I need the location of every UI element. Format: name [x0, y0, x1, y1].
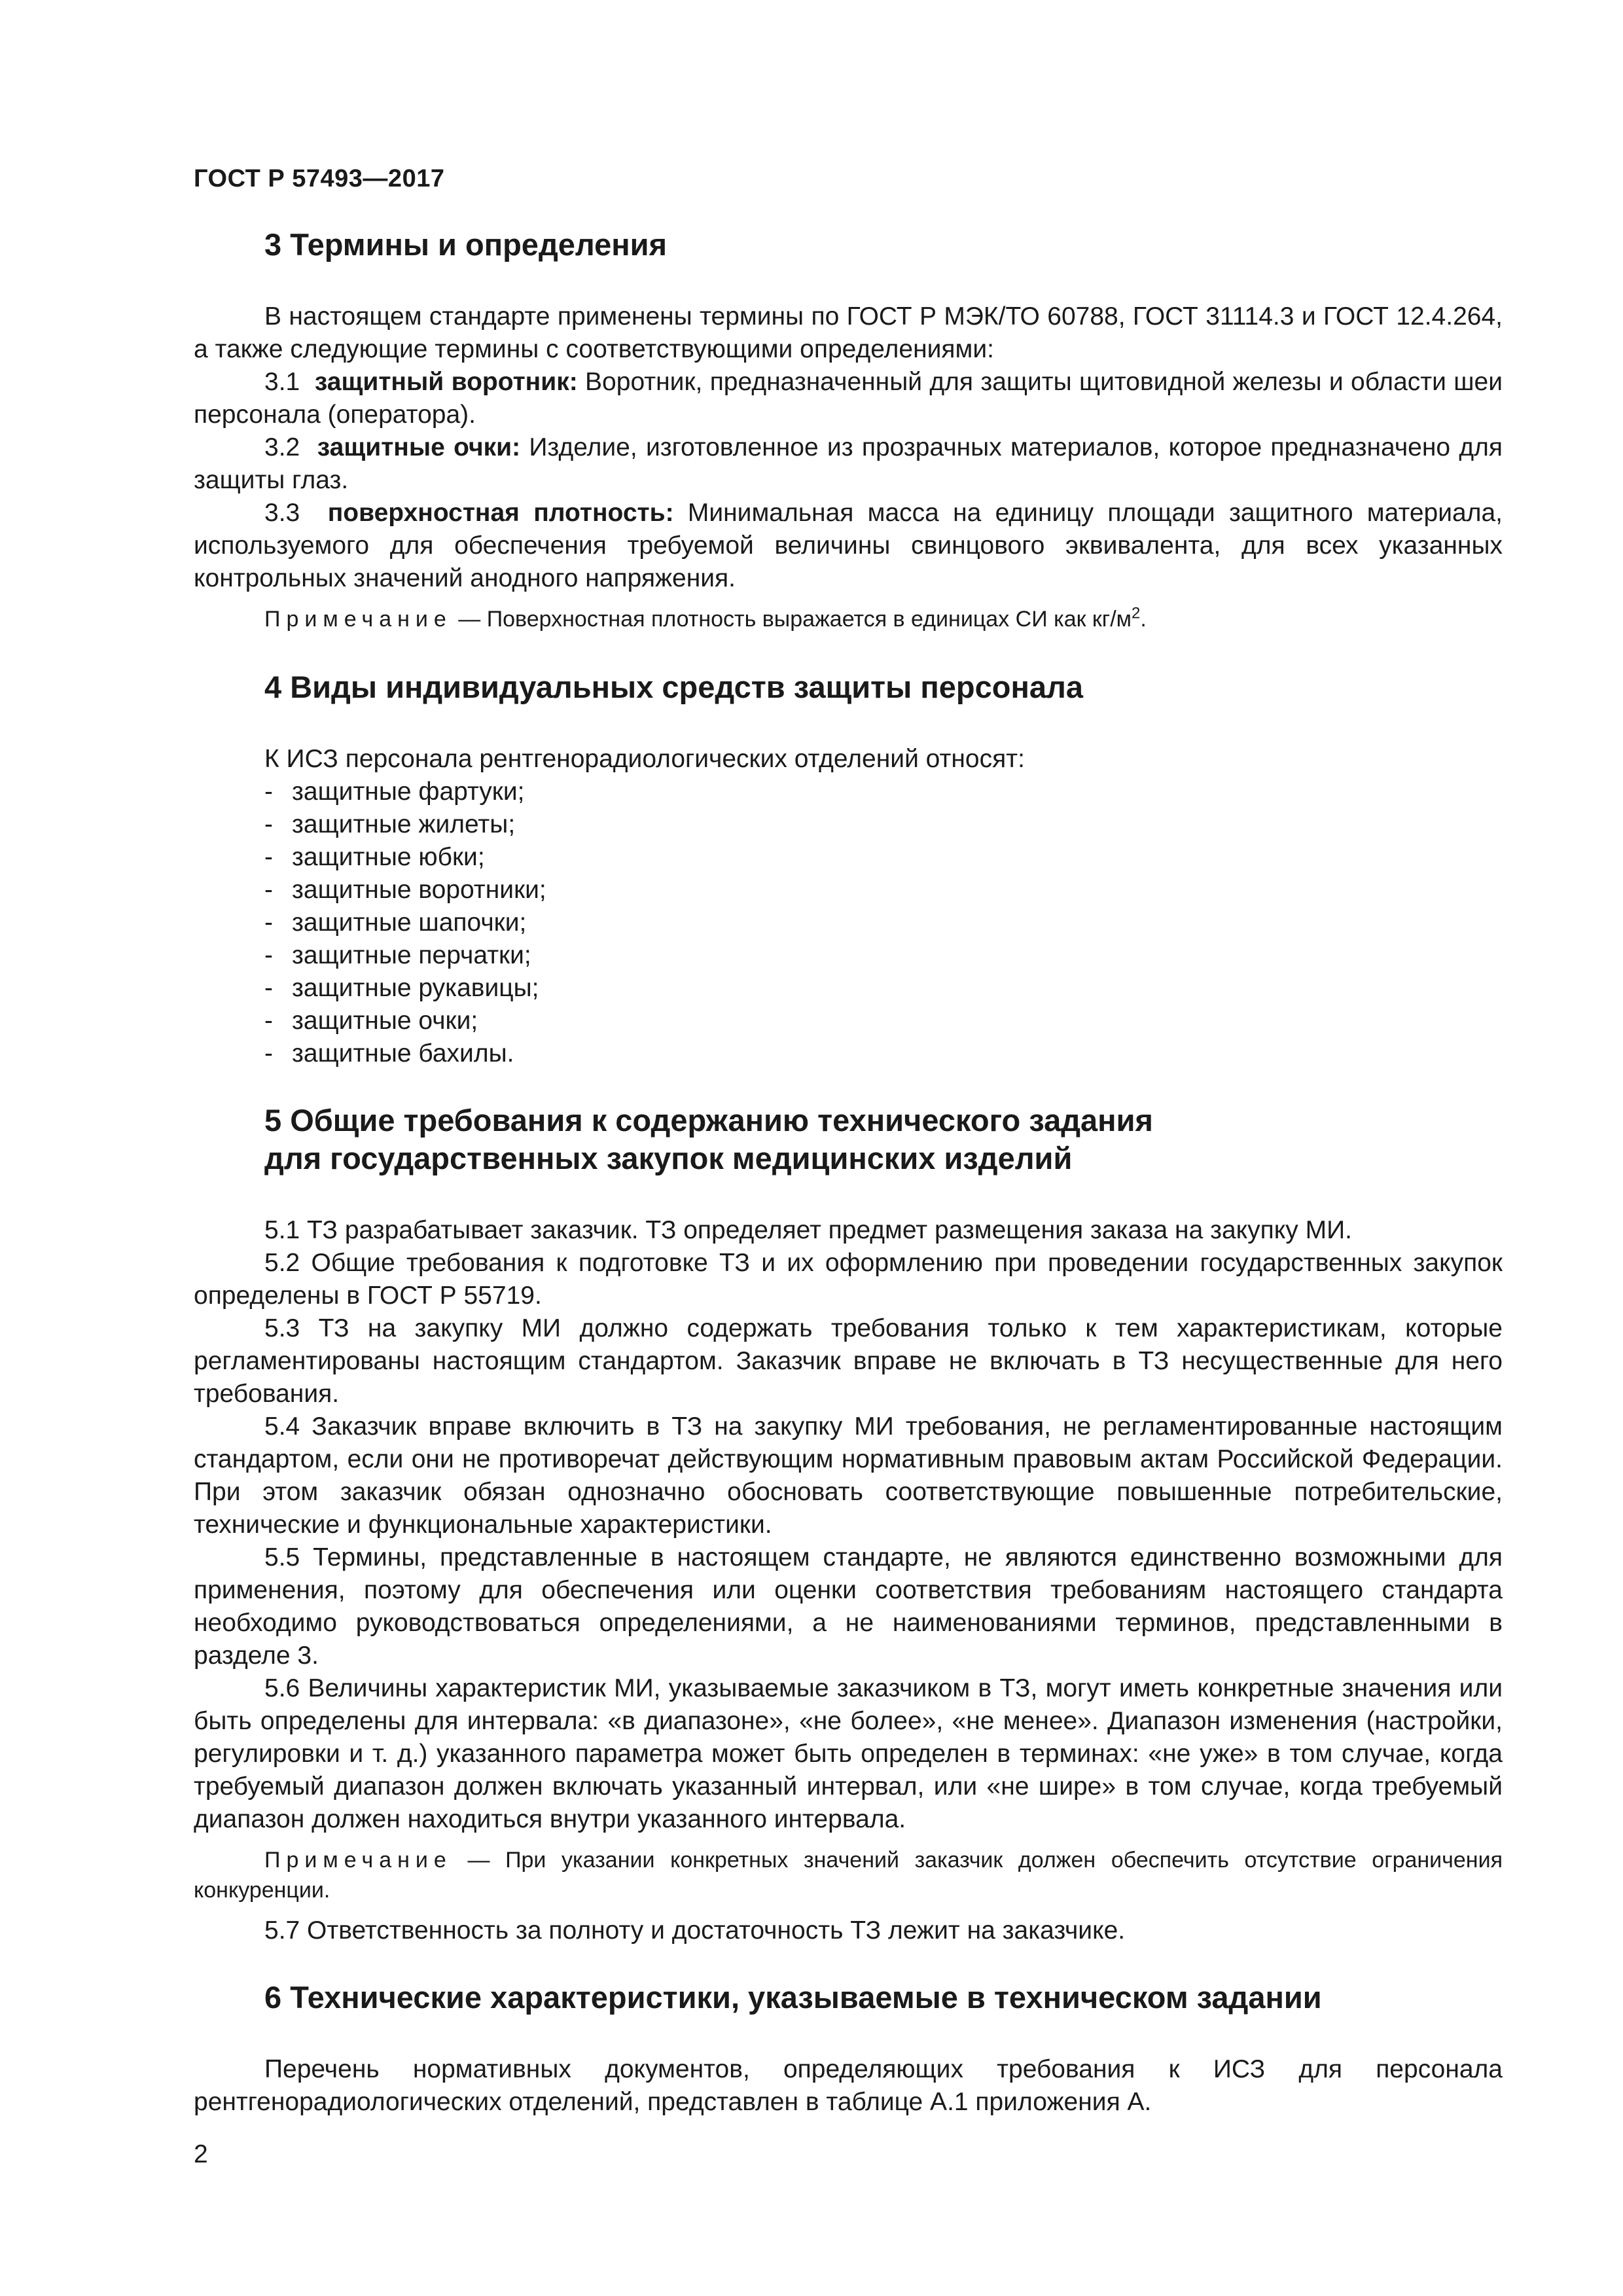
note-end: .: [1140, 607, 1147, 632]
section-3-title: 3 Термины и определения: [264, 227, 667, 262]
list-item: - защитные жилеты;: [264, 810, 516, 838]
ppe-list: [194, 776, 1503, 1070]
term-name: защитные очки:: [317, 433, 521, 461]
paragraph-5-3: 5.3 ТЗ на закупку МИ должно содержать требования только к тем характеристикам, которые регламентированы настоящим стандартом. Заказчик вправе не включать в ТЗ несущественные для него требования.: [194, 1314, 1503, 1408]
list-item-text: защитные перчатки;: [292, 941, 531, 969]
term-definition: Изделие, изготовленное из прозрачных материалов, которое предназначено для защиты глаз.: [194, 433, 1503, 494]
section-4-intro: К ИСЗ персонала рентгенорадиологических отделений относят:: [264, 745, 1025, 773]
note-label: Примечание: [264, 1848, 452, 1873]
section-5-title: [194, 1102, 1503, 1177]
section-3-note: [194, 604, 1503, 634]
term-name: защитный воротник:: [314, 368, 578, 396]
list-item: - защитные очки;: [264, 1007, 478, 1035]
note-text: — Поверхностная плотность выражается в единицах СИ как кг/м: [458, 607, 1132, 632]
term-number: 3.2: [264, 433, 300, 461]
paragraph-5-1: 5.1 ТЗ разрабатывает заказчик. ТЗ определяет предмет размещения заказа на закупку МИ.: [264, 1216, 1352, 1244]
list-item-text: защитные воротники;: [292, 876, 546, 904]
section-6-text: Перечень нормативных документов, определяющих требования к ИСЗ для персонала рентгенорадиологических отделений, представлен в таблице А.1 приложения А.: [194, 2055, 1503, 2116]
document-header: ГОСТ Р 57493—2017: [194, 165, 445, 192]
page-content: [194, 226, 1503, 2119]
term-3-1: [194, 366, 1503, 431]
note-text: — При указании конкретных значений заказчик должен обеспечить отсутствие ограничения конкуренции.: [194, 1848, 1503, 1903]
term-3-3: [194, 497, 1503, 595]
section-6-title: 6 Технические характеристики, указываемые в техническом задании: [264, 1980, 1322, 2015]
list-item-text: защитные юбки;: [292, 843, 485, 871]
section-3-intro: В настоящем стандарте применены термины по ГОСТ Р МЭК/ТО 60788, ГОСТ 31114.3 и ГОСТ 12.4.264, а также следующие термины с соответствующими определениями:: [194, 302, 1503, 363]
list-item-text: защитные очки;: [292, 1007, 478, 1035]
list-item: - защитные шапочки;: [264, 908, 527, 937]
note-superscript: 2: [1132, 604, 1141, 622]
note-label: Примечание: [264, 607, 452, 632]
list-item-text: защитные жилеты;: [292, 810, 516, 838]
list-item-text: защитные рукавицы;: [292, 974, 539, 1002]
term-number: 3.3: [264, 499, 300, 527]
list-item-text: защитные фартуки;: [292, 778, 525, 806]
paragraph-5-6: 5.6 Величины характеристик МИ, указываемые заказчиком в ТЗ, могут иметь конкретные значения или быть определены для интервала: «в диапазоне», «не более», «не менее». Диапазон изменения (настройки, регулировки и т. д.) указанного параметра может быть определен в терминах: «не уже» в том случае, когда требуемый диапазон должен включать указанный интервал, или «не шире» в том случае, когда требуемый диапазон должен находиться внутри указанного интервала.: [194, 1674, 1503, 1833]
term-definition: Минимальная масса на единицу площади защитного материала, используемого для обеспечения требуемой величины свинцового эквивалента, для всех указанных контрольных значений анодного напряжения.: [194, 499, 1503, 592]
list-item: - защитные воротники;: [264, 876, 546, 904]
section-5-note: [194, 1845, 1503, 1905]
list-item-text: защитные бахилы.: [292, 1039, 514, 1067]
paragraph-5-2: 5.2 Общие требования к подготовке ТЗ и их оформлению при проведении государственных закупок определены в ГОСТ Р 55719.: [194, 1249, 1503, 1310]
section-5-title-line1: 5 Общие требования к содержанию технического задания: [264, 1103, 1153, 1138]
paragraph-5-4: 5.4 Заказчик вправе включить в ТЗ на закупку МИ требования, не регламентированные настоящим стандартом, если они не противоречат действующим нормативным правовым актам Российской Федерации. При этом заказчик обязан однозначно обосновать соответствующие повышенные потребительские, технические и функциональные характеристики.: [194, 1412, 1503, 1539]
list-item: - защитные рукавицы;: [264, 974, 539, 1002]
page-number: 2: [194, 2140, 208, 2168]
term-definition: Воротник, предназначенный для защиты щитовидной железы и области шеи персонала (оператора).: [194, 368, 1503, 429]
section-5-title-line2: для государственных закупок медицинских изделий: [264, 1141, 1073, 1175]
list-item: - защитные юбки;: [264, 843, 485, 871]
list-item: - защитные бахилы.: [264, 1039, 514, 1067]
paragraph-5-5: 5.5 Термины, представленные в настоящем стандарте, не являются единственно возможными для применения, поэтому для обеспечения или оценки соответствия требованиям настоящего стандарта необходимо руководствоваться определениями, а не наименованиями терминов, представленными в разделе 3.: [194, 1543, 1503, 1670]
list-item-text: защитные шапочки;: [292, 908, 527, 937]
list-item: - защитные фартуки;: [264, 778, 525, 806]
term-number: 3.1: [264, 368, 300, 396]
list-item: - защитные перчатки;: [264, 941, 531, 969]
paragraph-5-7: 5.7 Ответственность за полноту и достаточность ТЗ лежит на заказчике.: [264, 1916, 1126, 1945]
term-3-2: [194, 431, 1503, 497]
section-4-title: 4 Виды индивидуальных средств защиты персонала: [264, 670, 1083, 704]
term-name: поверхностная плотность:: [327, 499, 674, 527]
